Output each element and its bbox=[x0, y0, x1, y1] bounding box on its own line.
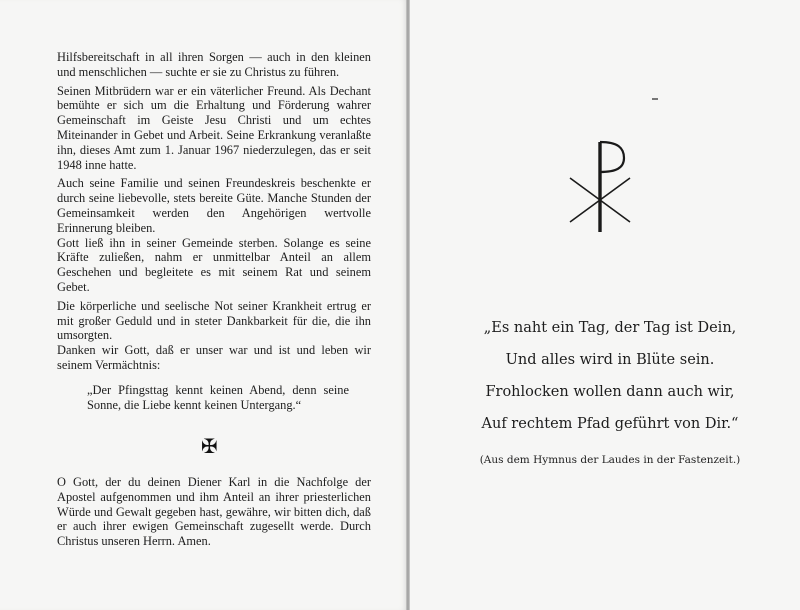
poem-line: Auf rechtem Pfad geführt von Dir.“ bbox=[481, 416, 739, 432]
paragraph-illness: Die körperliche und seelische Not seiner Krankheit ertrug er mit großer Geduld und in steter Dankbarkeit für die, die ihn umsorgten. bbox=[57, 298, 371, 343]
obituary-text bbox=[57, 50, 371, 412]
prayer-text bbox=[57, 475, 371, 549]
cross-icon: ✠ bbox=[201, 434, 218, 458]
page-fold bbox=[406, 0, 410, 610]
paper-speck bbox=[652, 98, 658, 100]
prayer-paragraph: O Gott, der du deinen Diener Karl in die Nachfolge der Apostel aufgenommen und ihm Anteil an ihrer priesterlichen Würde und Gewalt gegeben hast, gewähre, wir bitten dich, daß er auch ihrer ewigen Gemeinschaft zugesellt werde. Durch Christus unseren Herrn. Amen. bbox=[57, 475, 371, 549]
hymn-source: (Aus dem Hymnus der Laudes in der Fastenzeit.) bbox=[479, 454, 741, 466]
paragraph-death: Gott ließ ihn in seiner Gemeinde sterben. Solange es seine Kräfte zuließen, nahm er unmittelbar Anteil an allem Geschehen und begleitete es mit seinem Rat und seinem Gebet. bbox=[57, 235, 371, 294]
paragraph-dechant: Seinen Mitbrüdern war er ein väterlicher Freund. Als Dechant bemühte er sich um die Erhaltung und Förderung wahrer Gemeinschaft im Geiste Jesu Christi und um echtes Miteinander in Gebet und Arbeit. Seine Erkrankung veranlaßte ihn, dieses Amt zum 1. Januar 1967 niederzulegen, das er seit 1948 inne hatte. bbox=[57, 83, 371, 172]
paragraph-help: Hilfsbereitschaft in all ihren Sorgen — auch in den kleinen und menschlichen — suchte er sie zu Christus zu führen. bbox=[57, 50, 371, 79]
poem-line: „Es naht ein Tag, der Tag ist Dein, bbox=[483, 320, 737, 336]
hymn-poem bbox=[440, 312, 780, 440]
paragraph-thanks: Danken wir Gott, daß er unser war und ist und leben wir seinem Vermächtnis: bbox=[57, 343, 371, 372]
paragraph-family: Auch seine Familie und seinen Freundeskreis beschenkte er durch seine liebevolle, stets bereite Güte. Manche Stunden der Gemeinsamkeit werden den Angehörigen wertvolle Erinnerung bleiben. bbox=[57, 176, 371, 235]
poem-line: Und alles wird in Blüte sein. bbox=[505, 352, 715, 368]
pentecost-quote: „Der Pfingsttag kennt keinen Abend, denn seine Sonne, die Liebe kennt keinen Untergang.“ bbox=[87, 382, 349, 412]
right-page bbox=[410, 0, 800, 610]
poem-line: Frohlocken wollen dann auch wir, bbox=[485, 384, 735, 400]
chi-rho-icon bbox=[566, 136, 636, 236]
